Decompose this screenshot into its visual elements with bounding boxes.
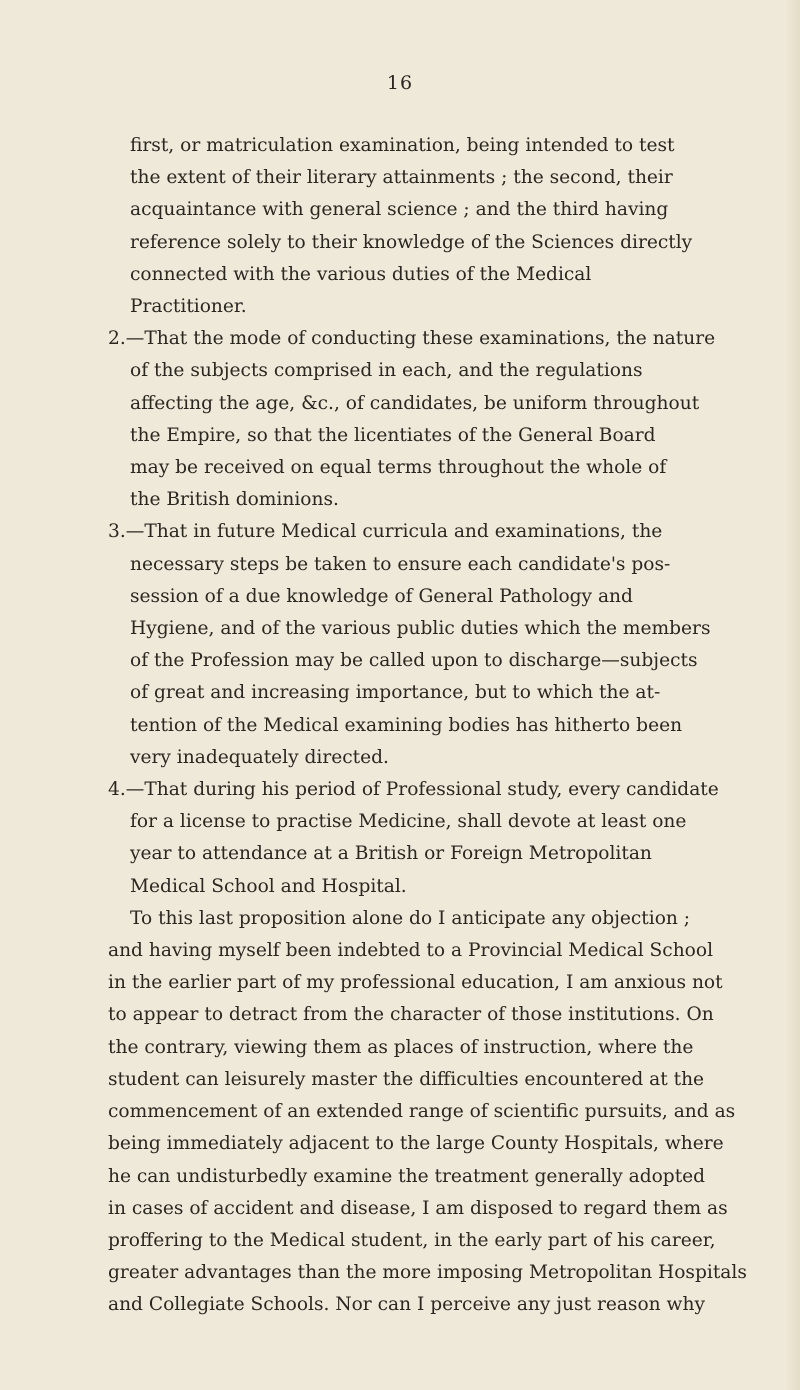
text-line: the British dominions. — [130, 489, 339, 511]
text-line: in cases of accident and disease, I am disposed to regard them as — [108, 1197, 728, 1219]
text-line: for a license to practise Medicine, shall devote at least one — [130, 811, 687, 833]
text-line — [108, 323, 716, 355]
text-line: may be received on equal terms throughout the whole of — [130, 457, 667, 479]
page-body — [108, 130, 747, 1322]
text-line: greater advantages than the more imposing Metropolitan Hospitals — [108, 1262, 747, 1284]
text-line: and Collegiate Schools. Nor can I perceive any just reason why — [108, 1294, 705, 1316]
text-line: the Empire, so that the licentiates of the General Board — [130, 424, 656, 446]
text-line: and having myself been indebted to a Provincial Medical School — [108, 940, 714, 962]
item-text: —That during his period of Professional study, every candidate — [125, 779, 719, 801]
item-text: —That in future Medical curricula and examinations, the — [125, 521, 663, 543]
text-line — [108, 774, 719, 806]
text-line: in the earlier part of my professional education, I am anxious not — [108, 972, 723, 994]
text-line: acquaintance with general science ; and the third having — [130, 199, 669, 221]
text-line: of great and increasing importance, but to which the at- — [130, 682, 661, 704]
text-line: reference solely to their knowledge of the Sciences directly — [130, 231, 693, 253]
text-line: proffering to the Medical student, in the early part of his career, — [108, 1229, 716, 1251]
text-line: of the Profession may be called upon to discharge—subjects — [130, 650, 698, 672]
text-line: to appear to detract from the character of those institutions. On — [108, 1004, 714, 1026]
text-line: of the subjects comprised in each, and the regulations — [130, 360, 643, 382]
text-line: the contrary, viewing them as places of instruction, where the — [108, 1036, 694, 1058]
text-line: very inadequately directed. — [130, 746, 389, 768]
text-line: Practitioner. — [130, 296, 247, 318]
text-line: connected with the various duties of the Medical — [130, 263, 592, 285]
text-line — [108, 516, 704, 548]
text-line: student can leisurely master the difficulties encountered at the — [108, 1068, 705, 1090]
numbered-item-4 — [108, 774, 719, 903]
text-line: necessary steps be taken to ensure each candidate's pos- — [130, 553, 671, 575]
item-1-continuation — [108, 130, 704, 323]
text-line: Hygiene, and of the various public duties which the members — [130, 618, 711, 640]
text-line: Medical School and Hospital. — [130, 875, 407, 897]
text-line: affecting the age, &c., of candidates, be uniform throughout — [130, 392, 700, 414]
page-edge-shadow — [786, 0, 800, 1390]
text-line: being immediately adjacent to the large County Hospitals, where — [108, 1133, 724, 1155]
item-number: 4. — [108, 779, 126, 801]
text-line: year to attendance at a British or Foreign Metropolitan — [130, 843, 652, 865]
closing-paragraph — [108, 903, 747, 1322]
text-line: tention of the Medical examining bodies has hitherto been — [130, 714, 683, 736]
text-line: he can undisturbedly examine the treatment generally adopted — [108, 1165, 706, 1187]
text-line: To this last proposition alone do I anticipate any objection ; — [130, 907, 691, 929]
text-line: first, or matriculation examination, being intended to test — [130, 135, 675, 156]
numbered-item-3 — [108, 516, 711, 774]
item-text: —That the mode of conducting these examinations, the nature — [125, 328, 716, 350]
item-number: 2. — [108, 328, 126, 350]
text-line: session of a due knowledge of General Pathology and — [130, 585, 633, 607]
text-line: the extent of their literary attainments ; the second, their — [130, 167, 673, 189]
numbered-item-2 — [108, 323, 716, 516]
text-line: commencement of an extended range of scientific pursuits, and as — [108, 1101, 736, 1123]
item-number: 3. — [108, 521, 126, 543]
page-number: 16 — [386, 72, 414, 94]
